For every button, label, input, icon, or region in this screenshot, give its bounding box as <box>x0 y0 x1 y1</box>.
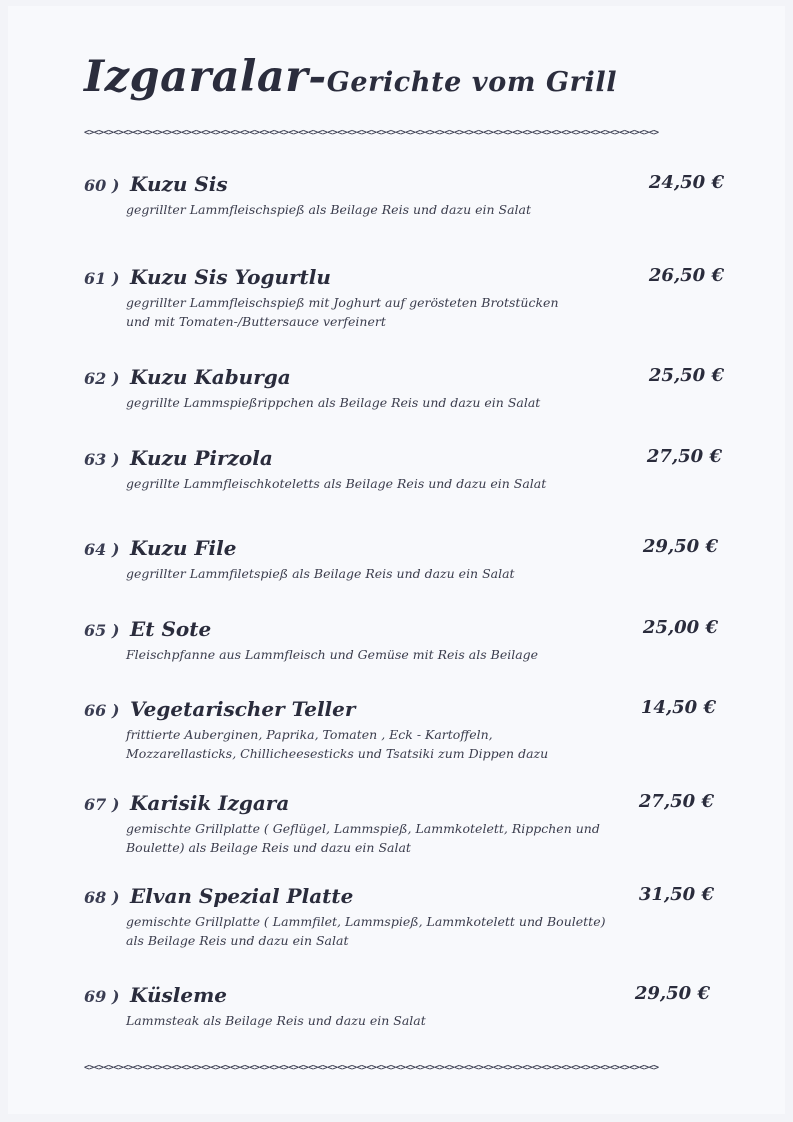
item-number: 69 ) <box>84 987 120 1006</box>
item-price: 24,50 € <box>648 172 724 193</box>
item-price: 25,50 € <box>648 365 724 386</box>
item-description-line: frittierte Auberginen, Paprika, Tomaten , Eck - Kartoffeln, <box>126 727 493 742</box>
item-name: Et Sote <box>130 617 212 641</box>
item-name: Kuzu File <box>130 536 237 560</box>
item-description-line: Boulette) als Beilage Reis und dazu ein Salat <box>126 840 411 855</box>
item-description <box>126 393 646 412</box>
item-number: 68 ) <box>84 888 120 907</box>
item-description-line: und mit Tomaten-/Buttersauce verfeinert <box>126 314 386 329</box>
page-title <box>84 52 617 102</box>
item-number: 64 ) <box>84 540 120 559</box>
item-description-line: Fleischpfanne aus Lammfleisch und Gemüse mit Reis als Beilage <box>126 647 539 662</box>
divider-top: <><><><><><><><><><><><><><><><><><><><><><><><><><><><><><><><><><><><><><><><><><><><><><><><><><><><><><><><><><><> <box>84 128 659 138</box>
item-description-line: Lammsteak als Beilage Reis und dazu ein Salat <box>126 1013 426 1028</box>
item-description <box>126 819 646 857</box>
item-name: Kuzu Pirzola <box>130 446 273 470</box>
divider-bottom: <><><><><><><><><><><><><><><><><><><><><><><><><><><><><><><><><><><><><><><><><><><><><><><><><><><><><><><><><><><> <box>84 1063 659 1073</box>
item-price: 26,50 € <box>648 265 724 286</box>
item-name: Küsleme <box>130 983 227 1007</box>
item-description-line: gegrillte Lammfleischkoteletts als Beilage Reis und dazu ein Salat <box>126 476 547 491</box>
item-price: 14,50 € <box>640 697 716 718</box>
item-description <box>126 645 646 664</box>
item-price: 31,50 € <box>638 884 714 905</box>
item-description <box>126 564 646 583</box>
title-sub: Gerichte vom Grill <box>326 67 618 98</box>
item-description-line: Mozzarellasticks, Chillicheesesticks und Tsatsiki zum Dippen dazu <box>126 746 549 761</box>
item-number: 66 ) <box>84 701 120 720</box>
item-number: 60 ) <box>84 176 120 195</box>
item-price: 25,00 € <box>642 617 718 638</box>
item-name: Vegetarischer Teller <box>130 697 356 721</box>
item-description-line: gemischte Grillplatte ( Geflügel, Lammspieß, Lammkotelett, Rippchen und <box>126 821 600 836</box>
item-description-line: als Beilage Reis und dazu ein Salat <box>126 933 349 948</box>
item-number: 61 ) <box>84 269 120 288</box>
item-number: 63 ) <box>84 450 120 469</box>
item-description-line: gegrillter Lammfleischspieß mit Joghurt auf gerösteten Brotstücken <box>126 295 559 310</box>
item-number: 65 ) <box>84 621 120 640</box>
item-price: 29,50 € <box>634 983 710 1004</box>
item-description <box>126 725 646 763</box>
item-description <box>126 1011 646 1030</box>
item-name: Kuzu Kaburga <box>130 365 291 389</box>
item-number: 62 ) <box>84 369 120 388</box>
item-price: 27,50 € <box>646 446 722 467</box>
item-name: Kuzu Sis <box>130 172 228 196</box>
item-description-line: gegrillte Lammspießrippchen als Beilage Reis und dazu ein Salat <box>126 395 541 410</box>
item-description <box>126 474 646 493</box>
item-name: Karisik Izgara <box>130 791 290 815</box>
item-price: 27,50 € <box>638 791 714 812</box>
title-main: Izgaralar- <box>84 52 327 102</box>
item-description-line: gemischte Grillplatte ( Lammfilet, Lammspieß, Lammkotelett und Boulette) <box>126 914 606 929</box>
item-number: 67 ) <box>84 795 120 814</box>
item-description-line: gegrillter Lammfleischspieß als Beilage Reis und dazu ein Salat <box>126 202 532 217</box>
item-price: 29,50 € <box>642 536 718 557</box>
item-description-line: gegrillter Lammfiletspieß als Beilage Reis und dazu ein Salat <box>126 566 515 581</box>
item-name: Kuzu Sis Yogurtlu <box>130 265 331 289</box>
item-name: Elvan Spezial Platte <box>130 884 354 908</box>
item-description <box>126 293 646 331</box>
item-description <box>126 200 646 219</box>
item-description <box>126 912 646 950</box>
